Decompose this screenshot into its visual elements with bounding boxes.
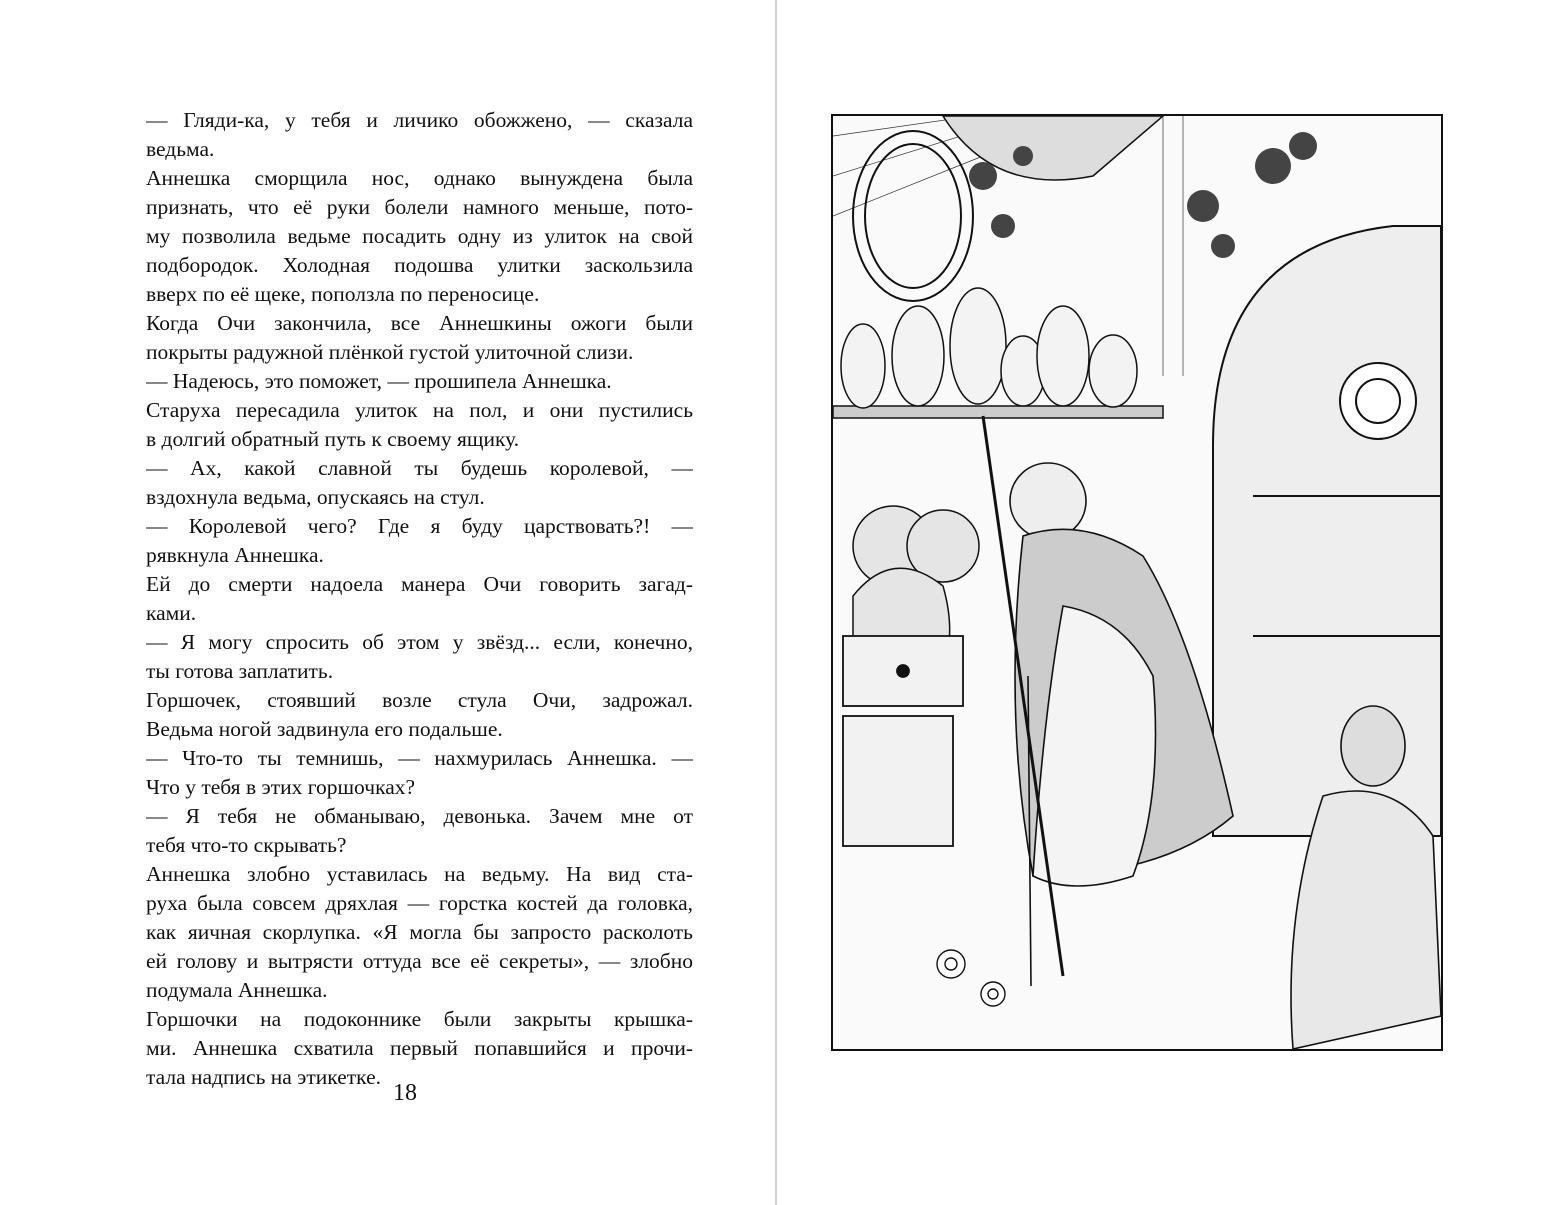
round-window [853,131,973,301]
text-line: Что у тебя в этих горшочках? [146,775,416,799]
witch-figure [983,416,1233,986]
text-line: ей голову и вытрясти оттуда все её секреты», — злобно [146,949,693,973]
text-line: ками. [146,601,197,625]
text-line: тала надпись на этикетке. [146,1065,381,1089]
text-line: рявкнула Аннешка. [146,543,324,567]
text-line: вздохнула ведьма, опускаясь на стул. [146,485,485,509]
text-line: подумала Аннешка. [146,978,328,1002]
text-line: — Я тебя не обманываю, девонька. Зачем мне от [146,804,693,828]
text-line: — Ах, какой славной ты будешь королевой, — [146,456,693,480]
text-line: как яичная скорлупка. «Я могла бы запросто расколоть [146,920,693,944]
left-page-text [146,106,693,1092]
cabinet [843,636,963,846]
text-line: — Я могу спросить об этом у звёзд... если, конечно, [146,630,693,654]
shelf-with-bottles [833,288,1163,418]
text-line: покрыты радужной плёнкой густой улиточной слизи. [146,340,634,364]
page-number: 18 [393,1080,417,1106]
text-line: — Что-то ты темнишь, — нахмурилась Аннешка. — [146,746,693,770]
illustration [831,114,1443,1051]
text-line: Когда Очи закончила, все Аннешкины ожоги были [146,311,693,335]
text-line: — Гляди-ка, у тебя и личико обожжено, — сказала [146,108,693,132]
text-line: руха была совсем дряхлая — горстка костей да головка, [146,891,693,915]
text-line: Горшочек, стоявший возле стула Очи, задрожал. [146,688,693,712]
page-gutter [775,0,777,1205]
text-line: тебя что-то скрывать? [146,833,347,857]
text-line: вверх по её щеке, поползла по переносице. [146,282,540,306]
text-line: Ей до смерти надоела манера Очи говорить загад- [146,572,693,596]
text-line: — Надеюсь, это поможет, — прошипела Аннешка. [146,369,612,393]
snails [937,950,1005,1006]
text-line: — Королевой чего? Где я буду царствовать?! — [146,514,693,538]
wooden-door [1213,226,1441,836]
text-line: ведьма. [146,137,215,161]
text-line: подбородок. Холодная подошва улитки заскользила [146,253,693,277]
text-line: ты готова заплатить. [146,659,334,683]
text-line: в долгий обратный путь к своему ящику. [146,427,520,451]
hanging-herbs [969,132,1317,258]
text-line: му позволила ведьме посадить одну из улиток на свой [146,224,693,248]
text-line: Горшочки на подоконнике были закрыты крышка- [146,1007,693,1031]
text-line: Старуха пересадила улиток на пол, и они пустились [146,398,693,422]
text-line: Ведьма ногой задвинула его подальше. [146,717,503,741]
text-line: признать, что её руки болели намного меньше, пото- [146,195,693,219]
text-line: Аннешка злобно уставилась на ведьму. На вид ста- [146,862,693,886]
text-line: ми. Аннешка схватила первый попавшийся и прочи- [146,1036,693,1060]
illustration-drawing [833,116,1441,1049]
text-line: Аннешка сморщила нос, однако вынуждена была [146,166,693,190]
